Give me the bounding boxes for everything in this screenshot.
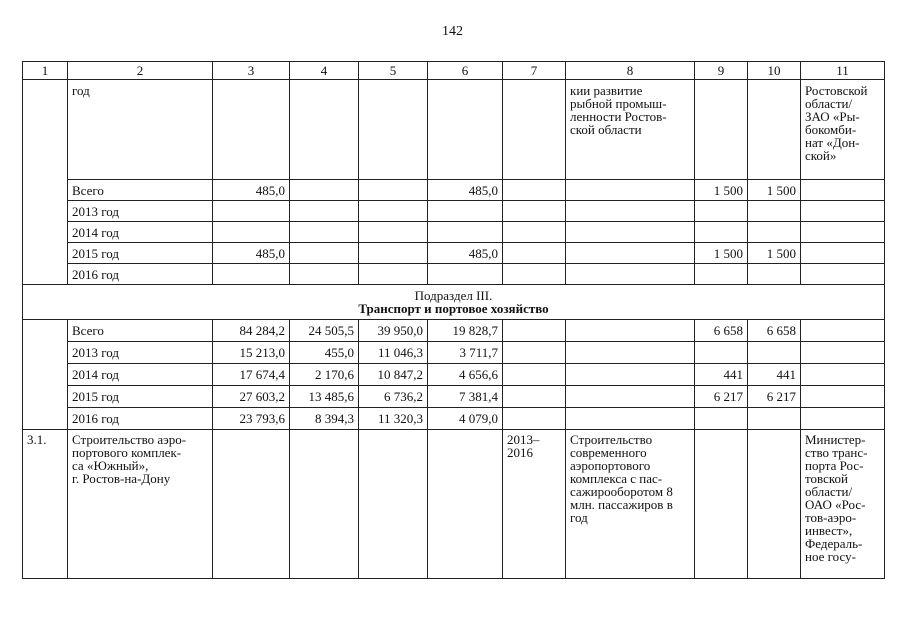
- cell-line: комплекса с пас-: [570, 471, 663, 486]
- table-cell: [428, 80, 503, 180]
- cell-line: 2013–: [507, 432, 540, 447]
- table-row: [23, 180, 885, 201]
- value-cell: [695, 408, 748, 430]
- cell-line: Строительство аэро-: [72, 432, 187, 447]
- table-cell: [213, 430, 290, 579]
- value-cell: [748, 222, 801, 243]
- table-cell: [503, 408, 566, 430]
- row-label: Всего: [68, 180, 213, 201]
- column-header: 11: [801, 62, 885, 80]
- column-header: 5: [359, 62, 428, 80]
- value-cell: [695, 201, 748, 222]
- table-cell: [566, 201, 695, 222]
- cell-line: ленности Ростов-: [570, 109, 667, 124]
- value-cell: 6 217: [748, 386, 801, 408]
- row-label: 2015 год: [68, 386, 213, 408]
- cell-line: Ростовской: [805, 83, 868, 98]
- column-header: 8: [566, 62, 695, 80]
- cell-line: нат «Дон-: [805, 135, 860, 150]
- value-cell: [748, 264, 801, 285]
- row-label: 2014 год: [68, 222, 213, 243]
- column-header: 10: [748, 62, 801, 80]
- value-cell: [428, 222, 503, 243]
- cell-line: аэропортового: [570, 458, 651, 473]
- table-cell: [801, 180, 885, 201]
- cell-line: портового комплек-: [72, 445, 182, 460]
- value-cell: 17 674,4: [213, 364, 290, 386]
- cell-line: тов-аэро-: [805, 510, 857, 525]
- table-row: [23, 222, 885, 243]
- cell-line: Министер-: [805, 432, 866, 447]
- section-heading: [23, 285, 885, 320]
- value-cell: 4 079,0: [428, 408, 503, 430]
- value-cell: 2 170,6: [290, 364, 359, 386]
- value-cell: 485,0: [428, 243, 503, 264]
- column-header: 3: [213, 62, 290, 80]
- table-cell: [695, 430, 748, 579]
- table-cell: [503, 222, 566, 243]
- column-header: 9: [695, 62, 748, 80]
- item-number: 3.1.: [23, 430, 68, 579]
- value-cell: 455,0: [290, 342, 359, 364]
- value-cell: 24 505,5: [290, 320, 359, 342]
- value-cell: [213, 222, 290, 243]
- value-cell: 11 046,3: [359, 342, 428, 364]
- cell-line: ской»: [805, 148, 837, 163]
- table-cell: [503, 243, 566, 264]
- table-row: [23, 408, 885, 430]
- cell-line: современного: [570, 445, 647, 460]
- table-cell: [566, 222, 695, 243]
- header-row: [23, 62, 885, 80]
- table-cell: [503, 180, 566, 201]
- cell-line: 2016: [507, 445, 533, 460]
- table-row: [23, 201, 885, 222]
- item-name-cell: год: [68, 80, 213, 180]
- value-cell: [748, 408, 801, 430]
- value-cell: [213, 201, 290, 222]
- purpose-cell: [566, 80, 695, 180]
- row-label: 2014 год: [68, 364, 213, 386]
- table-cell: [503, 264, 566, 285]
- value-cell: 6 658: [748, 320, 801, 342]
- column-header: 2: [68, 62, 213, 80]
- row-label: 2016 год: [68, 264, 213, 285]
- purpose-cell: [566, 430, 695, 579]
- value-cell: [428, 201, 503, 222]
- value-cell: [695, 222, 748, 243]
- table-cell: [566, 180, 695, 201]
- table-row: [23, 243, 885, 264]
- table-cell: [566, 386, 695, 408]
- value-cell: 27 603,2: [213, 386, 290, 408]
- cell-line: ОАО «Рос-: [805, 497, 866, 512]
- value-cell: [290, 243, 359, 264]
- row-label: 2013 год: [68, 342, 213, 364]
- table-row: [23, 386, 885, 408]
- cell-line: са «Южный»,: [72, 458, 149, 473]
- row-label: 2016 год: [68, 408, 213, 430]
- cell-line: товской: [805, 471, 848, 486]
- cell-line: Строительство: [570, 432, 653, 447]
- page-number: 142: [442, 24, 463, 39]
- item-name-cell: [68, 430, 213, 579]
- cell-line: инвест»,: [805, 523, 853, 538]
- value-cell: 1 500: [748, 180, 801, 201]
- table-cell: [566, 364, 695, 386]
- value-cell: [213, 264, 290, 285]
- table-cell: [359, 430, 428, 579]
- item-number-cell: [23, 80, 68, 285]
- value-cell: 7 381,4: [428, 386, 503, 408]
- value-cell: 1 500: [748, 243, 801, 264]
- table-cell: [801, 386, 885, 408]
- value-cell: [359, 201, 428, 222]
- table-cell: [801, 201, 885, 222]
- value-cell: [748, 342, 801, 364]
- table-row: [23, 80, 885, 180]
- table-cell: [213, 80, 290, 180]
- item-number-cell: [23, 320, 68, 430]
- value-cell: [290, 264, 359, 285]
- table-cell: [428, 430, 503, 579]
- value-cell: [290, 180, 359, 201]
- cell-line: ской области: [570, 122, 642, 137]
- value-cell: 3 711,7: [428, 342, 503, 364]
- table-row: [23, 264, 885, 285]
- value-cell: 8 394,3: [290, 408, 359, 430]
- table-cell: [748, 430, 801, 579]
- table-cell: [290, 430, 359, 579]
- table-cell: [503, 364, 566, 386]
- table-row: [23, 342, 885, 364]
- executor-cell: [801, 430, 885, 579]
- section-title: Транспорт и портовое хозяйство: [358, 301, 549, 316]
- value-cell: 441: [748, 364, 801, 386]
- column-header: 4: [290, 62, 359, 80]
- table-cell: [801, 320, 885, 342]
- value-cell: 1 500: [695, 243, 748, 264]
- cell-line: ство транс-: [805, 445, 868, 460]
- period-cell: [503, 430, 566, 579]
- value-cell: 84 284,2: [213, 320, 290, 342]
- column-header: 6: [428, 62, 503, 80]
- section-number: Подраздел III.: [414, 288, 493, 303]
- value-cell: 19 828,7: [428, 320, 503, 342]
- table-row: [23, 430, 885, 579]
- cell-line: ЗАО «Ры-: [805, 109, 860, 124]
- table-cell: [503, 342, 566, 364]
- cell-line: порта Рос-: [805, 458, 864, 473]
- value-cell: 6 217: [695, 386, 748, 408]
- value-cell: 15 213,0: [213, 342, 290, 364]
- table-cell: [566, 243, 695, 264]
- value-cell: [428, 264, 503, 285]
- executor-cell: [801, 80, 885, 180]
- table-cell: [801, 264, 885, 285]
- value-cell: 6 736,2: [359, 386, 428, 408]
- value-cell: 485,0: [428, 180, 503, 201]
- table-cell: [566, 342, 695, 364]
- column-header: 7: [503, 62, 566, 80]
- table-row: [23, 364, 885, 386]
- program-table: [22, 61, 885, 579]
- cell-line: области/: [805, 484, 853, 499]
- table-cell: [566, 408, 695, 430]
- value-cell: [290, 201, 359, 222]
- table-cell: [359, 80, 428, 180]
- table-cell: [801, 222, 885, 243]
- value-cell: [359, 180, 428, 201]
- value-cell: [695, 342, 748, 364]
- value-cell: 39 950,0: [359, 320, 428, 342]
- value-cell: [290, 222, 359, 243]
- value-cell: 6 658: [695, 320, 748, 342]
- row-label: Всего: [68, 320, 213, 342]
- value-cell: 485,0: [213, 243, 290, 264]
- table-cell: [566, 320, 695, 342]
- table-cell: [801, 408, 885, 430]
- row-label: 2015 год: [68, 243, 213, 264]
- table-cell: [748, 80, 801, 180]
- cell-line: Федераль-: [805, 536, 863, 551]
- cell-line: области/: [805, 96, 853, 111]
- table-cell: [801, 342, 885, 364]
- value-cell: 10 847,2: [359, 364, 428, 386]
- row-label: 2013 год: [68, 201, 213, 222]
- value-cell: 441: [695, 364, 748, 386]
- value-cell: 13 485,6: [290, 386, 359, 408]
- table-cell: [503, 80, 566, 180]
- value-cell: 4 656,6: [428, 364, 503, 386]
- value-cell: 11 320,3: [359, 408, 428, 430]
- cell-line: кии развитие: [570, 83, 643, 98]
- table-cell: [801, 243, 885, 264]
- section-heading-row: [23, 285, 885, 320]
- table-row: [23, 320, 885, 342]
- cell-line: г. Ростов-на-Дону: [72, 471, 171, 486]
- value-cell: 1 500: [695, 180, 748, 201]
- cell-line: сажирооборотом 8: [570, 484, 673, 499]
- value-cell: [748, 201, 801, 222]
- table-cell: [566, 264, 695, 285]
- cell-line: рыбной промыш-: [570, 96, 667, 111]
- value-cell: 23 793,6: [213, 408, 290, 430]
- cell-line: ное госу-: [805, 549, 856, 564]
- value-cell: [695, 264, 748, 285]
- table-cell: [503, 386, 566, 408]
- table-cell: [695, 80, 748, 180]
- value-cell: [359, 222, 428, 243]
- table-cell: [503, 201, 566, 222]
- table-cell: [503, 320, 566, 342]
- table-cell: [290, 80, 359, 180]
- value-cell: [359, 264, 428, 285]
- cell-line: млн. пассажиров в: [570, 497, 673, 512]
- value-cell: 485,0: [213, 180, 290, 201]
- cell-line: год: [570, 510, 588, 525]
- cell-line: бокомби-: [805, 122, 857, 137]
- table-cell: [801, 364, 885, 386]
- column-header: 1: [23, 62, 68, 80]
- value-cell: [359, 243, 428, 264]
